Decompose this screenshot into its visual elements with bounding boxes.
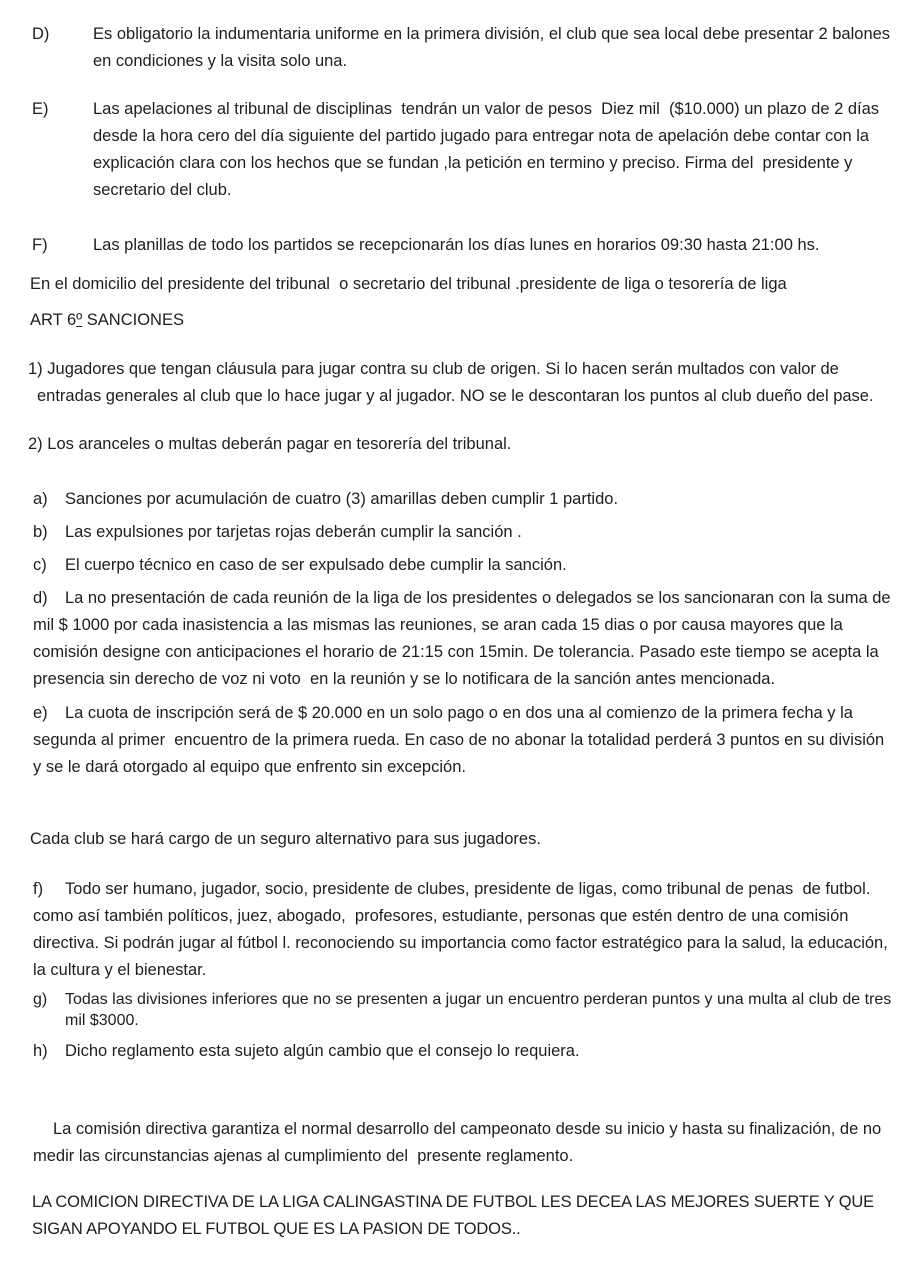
list-item-E-label: E) [32,100,49,118]
list-item-2-text: Los aranceles o multas deberán pagar en tesorería del tribunal. [47,435,512,453]
list-item-2-label: 2) [28,435,43,453]
list-item-d [0,585,895,693]
paragraph-footer [32,1189,899,1243]
list-item-g [0,989,895,1031]
list-item-g-text: Todas las divisiones inferiores que no se presenten a jugar un encuentro perderan puntos y una multa al club de tres mil $3000. [65,991,896,1029]
list-item-E-text: Las apelaciones al tribunal de disciplinas tendrán un valor de pesos Diez mil ($10.000) un plazo de 2 días desde la hora cero del día siguiente del partido jugado para entregar nota de apelación debe contar con la explicación clara con los hechos que se fundan ,la petición en termino y preciso. Firma del presidente y secretario del club. [93,100,889,199]
list-item-b-text: Las expulsiones por tarjetas rojas deberán cumplir la sanción . [65,523,522,541]
list-item-e-label: e) [33,704,48,722]
list-item-g-label: g) [33,991,48,1008]
list-item-a [0,486,895,513]
list-item-b-label: b) [33,523,48,541]
list-item-c-label: c) [33,556,47,574]
list-item-D [0,21,895,75]
list-item-F-label: F) [32,236,48,254]
list-item-D-text: Es obligatorio la indumentaria uniforme en la primera división, el club que sea local debe presentar 2 balones en condiciones y la visita solo una. [93,25,895,70]
heading-art6-sanciones [30,307,903,334]
paragraph-seguro-text: Cada club se hará cargo de un seguro alternativo para sus jugadores. [30,830,541,848]
paragraph-domicilio [30,271,901,298]
paragraph-closing-text: La comisión directiva garantiza el normal desarrollo del campeonato desde su inicio y hasta su finalización, de no medir las circunstancias ajenas al cumplimiento del presente reglamento. [33,1120,886,1165]
list-item-E [0,96,895,204]
list-item-1-text: Jugadores que tengan cláusula para jugar contra su club de origen. Si lo hacen serán multados con valor de entradas generales al club que lo hace jugar y al jugador. NO se le descontaran los puntos al club dueño del pase. [37,360,874,405]
list-item-F-text: Las planillas de todo los partidos se recepcionarán los días lunes en horarios 09:30 hasta 21:00 hs. [93,236,820,254]
list-item-d-label: d) [33,589,48,607]
list-item-e-text: La cuota de inscripción será de $ 20.000 en un solo pago o en dos una al comienzo de la primera fecha y la segunda al primer encuentro de la primera rueda. En caso de no abonar la totalidad perderá 3 puntos en su división y se le dará otorgado al equipo que enfrento sin excepción. [33,704,889,776]
list-item-f-label: f) [33,880,44,898]
list-item-f [0,876,895,984]
paragraph-closing [33,1116,895,1170]
list-item-2 [0,431,895,458]
list-item-d-text: La no presentación de cada reunión de la liga de los presidentes o delegados se los sancionaran con la suma de mil $ 1000 por cada inasistencia a las mismas las reuniones, se aran cada 15 dias o por causa mayores que la comisión designe con anticipaciones el horario de 21:15 con 15min. De tolerancia. Pasado este tiempo se acepta la presencia sin derecho de voz ni voto en la reunión y se lo notificara de la sanción antes mencionada. [33,589,896,688]
list-item-D-label: D) [32,25,50,43]
list-item-h [0,1038,895,1065]
list-item-h-text: Dicho reglamento esta sujeto algún cambio que el consejo lo requiera. [65,1042,580,1060]
list-item-c-text: El cuerpo técnico en caso de ser expulsado debe cumplir la sanción. [65,556,567,574]
heading-art6-ordinal: º [76,311,83,329]
list-item-F [0,232,895,259]
list-item-e [0,700,895,781]
list-item-f-text: Todo ser humano, jugador, socio, presidente de clubes, presidente de ligas, como tribunal de penas de futbol. como así también políticos, juez, abogado, profesores, estudiante, personas que estén dentro de una comisión directiva. Si podrán jugar al fútbol l. reconociendo su importancia como factor estratégico para la salud, la educación, la cultura y el bienestar. [33,880,893,979]
list-item-a-text: Sanciones por acumulación de cuatro (3) amarillas deben cumplir 1 partido. [65,490,619,508]
list-item-h-label: h) [33,1042,48,1060]
list-item-c [0,552,895,579]
list-item-a-label: a) [33,490,48,508]
list-item-1-label: 1) [28,360,43,378]
paragraph-domicilio-text: En el domicilio del presidente del tribunal o secretario del tribunal .presidente de liga o tesorería de liga [30,275,787,293]
list-item-b [0,519,895,546]
list-item-1 [0,356,895,410]
paragraph-footer-text: LA COMICION DIRECTIVA DE LA LIGA CALINGASTINA DE FUTBOL LES DECEA LAS MEJORES SUERTE Y QUE SIGAN APOYANDO EL FUTBOL QUE ES LA PASION DE TODOS.. [32,1193,879,1238]
heading-art6-suffix: SANCIONES [82,311,184,329]
paragraph-seguro [30,826,901,853]
heading-art6-prefix: ART 6 [30,311,77,329]
